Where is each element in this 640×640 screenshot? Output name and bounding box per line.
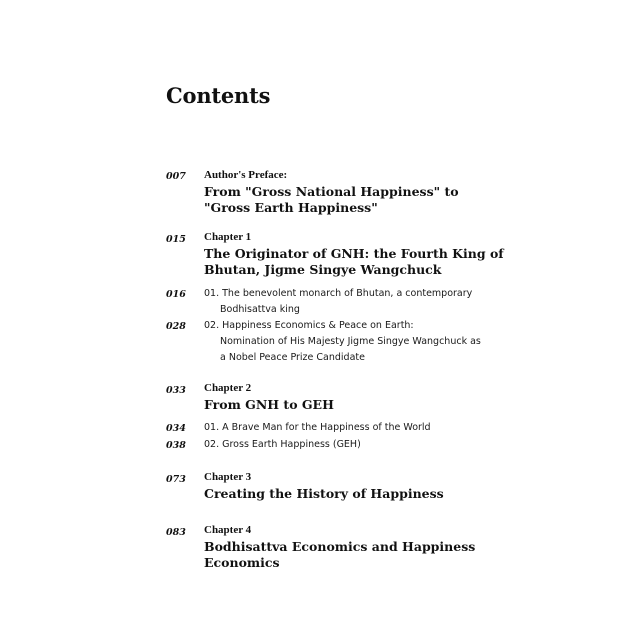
chapter-title-line: From GNH to GEH [204, 397, 334, 412]
page-number: 073 [166, 474, 186, 485]
chapter-label: Chapter 1 [204, 231, 252, 243]
chapter-title-line: The Originator of GNH: the Fourth King of [204, 246, 504, 261]
section-title-line: 01. The benevolent monarch of Bhutan, a contemporary [204, 288, 473, 299]
page-number: 028 [166, 321, 186, 332]
entry-title-line: "Gross Earth Happiness" [204, 200, 378, 215]
page-number: 015 [166, 234, 186, 245]
section-title-line: 02. Happiness Economics & Peace on Earth: [204, 320, 414, 331]
chapter-label: Chapter 4 [204, 524, 252, 536]
section-title-line: Nomination of His Majesty Jigme Singye Wangchuck as [220, 336, 481, 347]
section-title-line: a Nobel Peace Prize Candidate [220, 352, 365, 363]
page-number: 038 [166, 440, 186, 451]
section-title-line: Bodhisattva king [220, 304, 300, 315]
page-title: Contents [166, 83, 271, 108]
section-title [204, 286, 524, 318]
section-title [204, 318, 524, 366]
page-number: 033 [166, 385, 186, 396]
chapter-label: Chapter 3 [204, 471, 252, 483]
chapter-label: Chapter 2 [204, 382, 252, 394]
entry-title-line: From "Gross National Happiness" to [204, 184, 459, 199]
section-title-line: 02. Gross Earth Happiness (GEH) [204, 439, 361, 450]
entry-label: Author's Preface: [204, 169, 288, 181]
section-title [204, 420, 524, 436]
page-number: 083 [166, 527, 186, 538]
section-title [204, 437, 524, 453]
page-number: 016 [166, 289, 186, 300]
chapter-title-line: Bodhisattva Economics and Happiness [204, 539, 476, 554]
chapter-title-line: Bhutan, Jigme Singye Wangchuck [204, 262, 442, 277]
section-title-line: 01. A Brave Man for the Happiness of the World [204, 422, 431, 433]
chapter-title-line: Creating the History of Happiness [204, 486, 444, 501]
chapter-title-line: Economics [204, 555, 280, 570]
page-number: 034 [166, 423, 186, 434]
page-number: 007 [166, 171, 186, 182]
